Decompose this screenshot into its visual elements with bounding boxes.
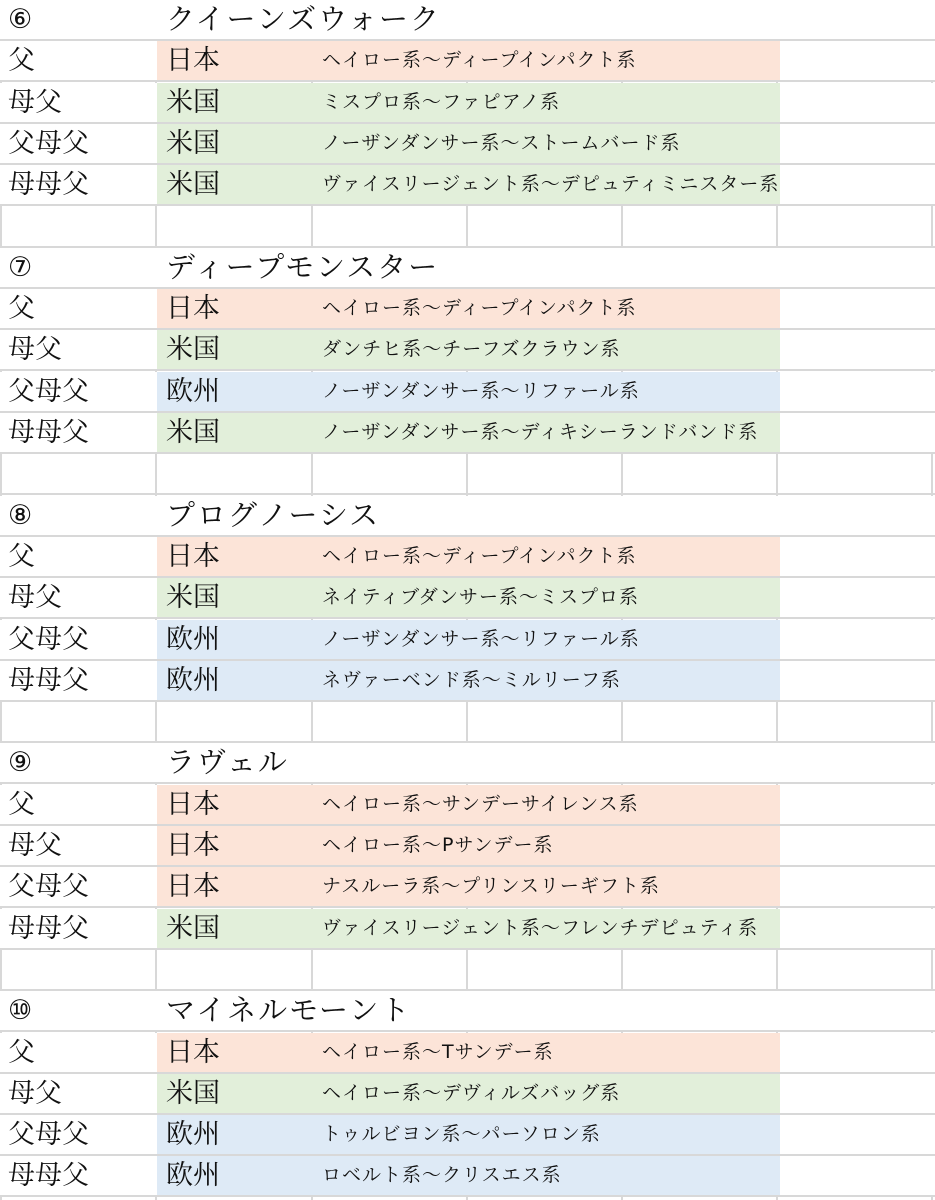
region-label: 日本 (166, 830, 220, 861)
region-label: 日本 (166, 45, 220, 77)
horse-name: マイネルモーント (166, 991, 417, 1030)
horse-header-row (0, 991, 935, 1032)
relation-label: 母父 (8, 86, 62, 118)
pedigree-row (0, 124, 935, 165)
lineage-text: ロベルト系〜クリスエス系 (322, 1164, 562, 1187)
region-label: 米国 (166, 417, 220, 448)
relation-label: 父 (8, 540, 35, 572)
horse-header-row (0, 496, 935, 537)
relation-label: 父 (8, 1036, 35, 1068)
relation-label: 父母父 (8, 623, 89, 655)
region-label: 米国 (166, 582, 220, 614)
relation-label: 父母父 (8, 1119, 89, 1151)
lineage-text: ネヴァーベンド系〜ミルリーフ系 (322, 668, 621, 691)
relation-label: 母母父 (8, 169, 89, 201)
pedigree-row (0, 537, 935, 578)
lineage-text: ヴァイスリージェント系〜デピュティミニスター系 (322, 173, 780, 196)
relation-label: 母父 (8, 830, 62, 861)
lineage-text: トゥルビヨン系〜パーソロン系 (322, 1123, 601, 1146)
lineage-text: ヘイロー系〜Tサンデー系 (322, 1040, 554, 1063)
relation-label: 母母父 (8, 912, 89, 944)
pedigree-row (0, 867, 935, 908)
pedigree-row (0, 330, 935, 371)
region-label: 日本 (166, 1036, 220, 1068)
relation-label: 父母父 (8, 871, 89, 903)
pedigree-row (0, 165, 935, 206)
pedigree-row (0, 661, 935, 702)
lineage-text: ヘイロー系〜ディープインパクト系 (322, 297, 637, 320)
pedigree-row (0, 41, 935, 82)
lineage-text: ノーザンダンサー系〜リファール系 (322, 379, 640, 402)
region-label: 欧州 (166, 1119, 220, 1151)
pedigree-row (0, 785, 935, 826)
lineage-text: ナスルーラ系〜プリンスリーギフト系 (322, 875, 660, 898)
region-label: 日本 (166, 788, 220, 820)
horse-name: プログノーシス (166, 496, 386, 535)
relation-label: 父 (8, 293, 35, 325)
lineage-text: ヘイロー系〜ディープインパクト系 (322, 544, 637, 567)
horse-header-row (0, 743, 935, 784)
region-label: 米国 (166, 169, 220, 201)
pedigree-row (0, 1115, 935, 1156)
pedigree-row (0, 1156, 935, 1197)
region-label: 欧州 (166, 664, 220, 696)
horse-name: ラヴェル (166, 743, 295, 782)
pedigree-row (0, 826, 935, 867)
region-label: 米国 (166, 912, 220, 944)
relation-label: 母父 (8, 334, 62, 366)
horse-name: クイーンズウォーク (166, 0, 447, 39)
spacer-row (0, 950, 935, 991)
spacer-row (0, 454, 935, 495)
lineage-text: ノーザンダンサー系〜ディキシーランドバンド系 (322, 421, 759, 443)
lineage-text: ヘイロー系〜ディープインパクト系 (322, 49, 637, 72)
lineage-text: ヘイロー系〜デヴィルズバッグ系 (322, 1081, 621, 1104)
horse-number: ⑧ (8, 499, 33, 531)
pedigree-row (0, 909, 935, 950)
lineage-text: ヘイロー系〜サンデーサイレンス系 (322, 792, 639, 815)
relation-label: 父 (8, 788, 35, 820)
spacer-row (0, 207, 935, 248)
relation-label: 母父 (8, 582, 62, 614)
lineage-text: ミスプロ系〜ファピアノ系 (322, 90, 561, 113)
relation-label: 父母父 (8, 375, 89, 407)
horse-header-row (0, 248, 935, 289)
horse-number: ⑨ (8, 747, 33, 779)
relation-label: 母母父 (8, 664, 89, 696)
region-label: 米国 (166, 334, 220, 366)
horse-number: ⑩ (8, 995, 33, 1027)
horse-name: ディープモンスター (166, 248, 445, 287)
region-label: 日本 (166, 871, 220, 903)
pedigree-row (0, 1074, 935, 1115)
pedigree-row (0, 372, 935, 413)
relation-label: 父 (8, 45, 35, 77)
lineage-text: ヴァイスリージェント系〜フレンチデピュティ系 (322, 916, 759, 939)
lineage-text: ノーザンダンサー系〜リファール系 (322, 627, 640, 650)
lineage-text: ネイティブダンサー系〜ミスプロ系 (322, 586, 639, 609)
region-label: 米国 (166, 1077, 220, 1109)
pedigree-row (0, 620, 935, 661)
pedigree-row (0, 83, 935, 124)
relation-label: 母母父 (8, 1160, 89, 1192)
pedigree-row (0, 578, 935, 619)
region-label: 日本 (166, 540, 220, 572)
relation-label: 母父 (8, 1077, 62, 1109)
pedigree-row (0, 1033, 935, 1074)
region-label: 欧州 (166, 1160, 220, 1192)
spacer-row (0, 702, 935, 743)
pedigree-row (0, 289, 935, 330)
lineage-text: ヘイロー系〜Pサンデー系 (322, 834, 554, 856)
pedigree-row (0, 413, 935, 454)
relation-label: 父母父 (8, 127, 89, 159)
region-label: 欧州 (166, 623, 220, 655)
region-label: 日本 (166, 293, 220, 325)
relation-label: 母母父 (8, 417, 89, 448)
horse-number: ⑥ (8, 4, 33, 35)
region-label: 欧州 (166, 375, 220, 407)
region-label: 米国 (166, 86, 220, 118)
horse-number: ⑦ (8, 251, 33, 283)
region-label: 米国 (166, 127, 220, 159)
lineage-text: ノーザンダンサー系〜ストームバード系 (322, 131, 681, 154)
horse-header-row (0, 0, 935, 41)
lineage-text: ダンチヒ系〜チーフズクラウン系 (322, 338, 621, 361)
